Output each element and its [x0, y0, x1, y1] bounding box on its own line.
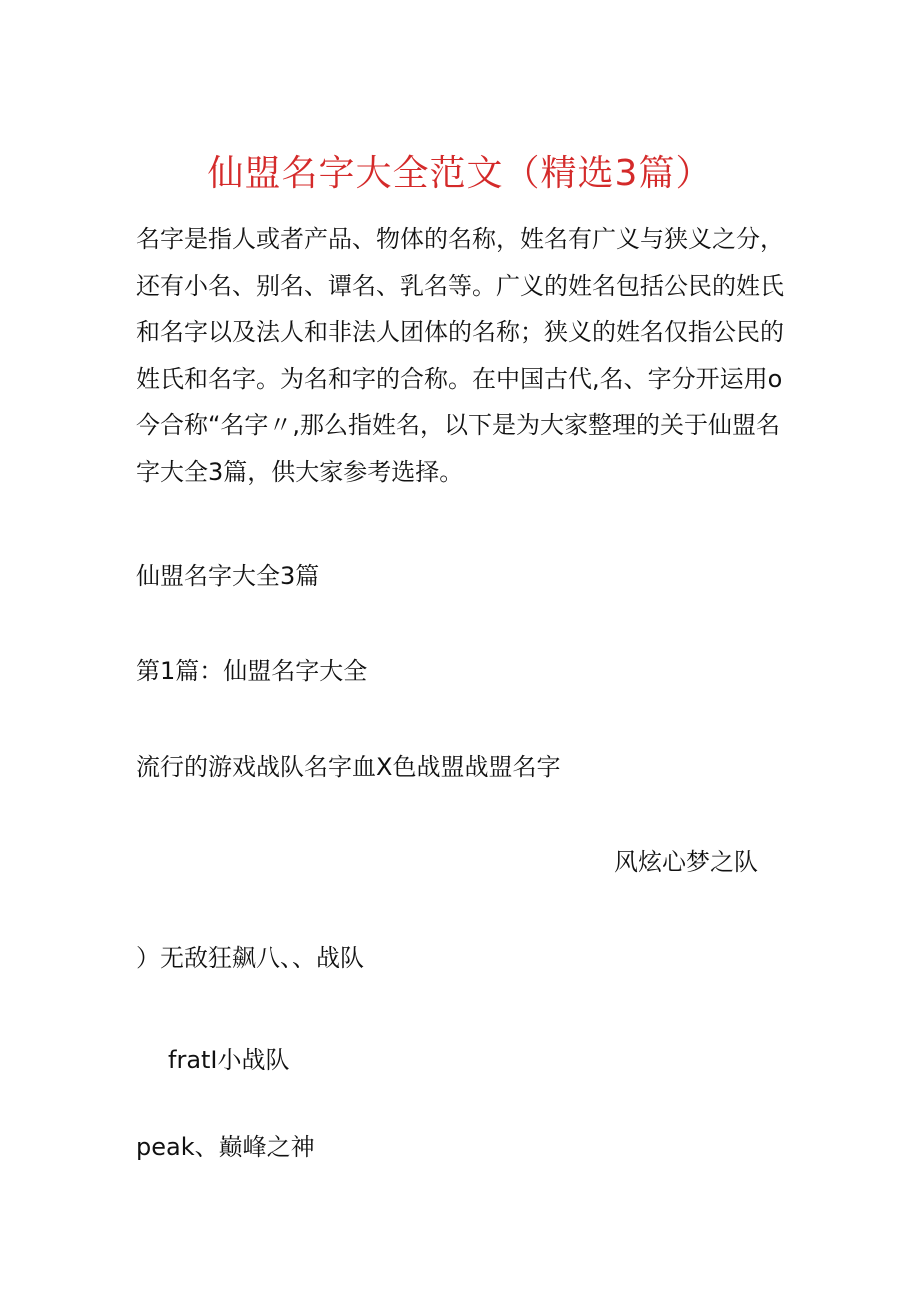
intro-line: 还有小名、别名、谭名、乳名等。广义的姓名包括公民的姓氏: [136, 271, 784, 300]
team-name-item: ）无敌狂飙八、、战队: [136, 944, 364, 972]
intro-line: 名字是指人或者产品、物体的名称，姓名有广义与狭义之分，: [136, 225, 784, 253]
team-name-item: peak、巅峰之神: [136, 1133, 315, 1161]
subheading: 流行的游戏战队名字血X色战盟战盟名字: [136, 753, 561, 781]
intro-line: 姓氏和名字。为名和字的合称。在中国古代,名、字分开运用o: [136, 364, 783, 393]
document-title: 仙盟名字大全范文（精选3篇）: [207, 153, 713, 194]
section-heading: 仙盟名字大全3篇: [136, 562, 320, 590]
part-heading: 第1篇：仙盟名字大全: [136, 657, 368, 685]
team-name-item: 风炫心梦之队: [614, 848, 758, 876]
intro-line: 和名字以及法人和非法人团体的名称；狭义的姓名仅指公民的: [136, 318, 784, 346]
intro-line: 今合称“名字〃,那么指姓名，以下是为大家整理的关于仙盟名: [136, 411, 781, 439]
intro-paragraph: [136, 216, 784, 495]
intro-line: 字大全3篇，供大家参考选择。: [136, 457, 464, 486]
team-name-item: fratI小战队: [168, 1046, 290, 1074]
